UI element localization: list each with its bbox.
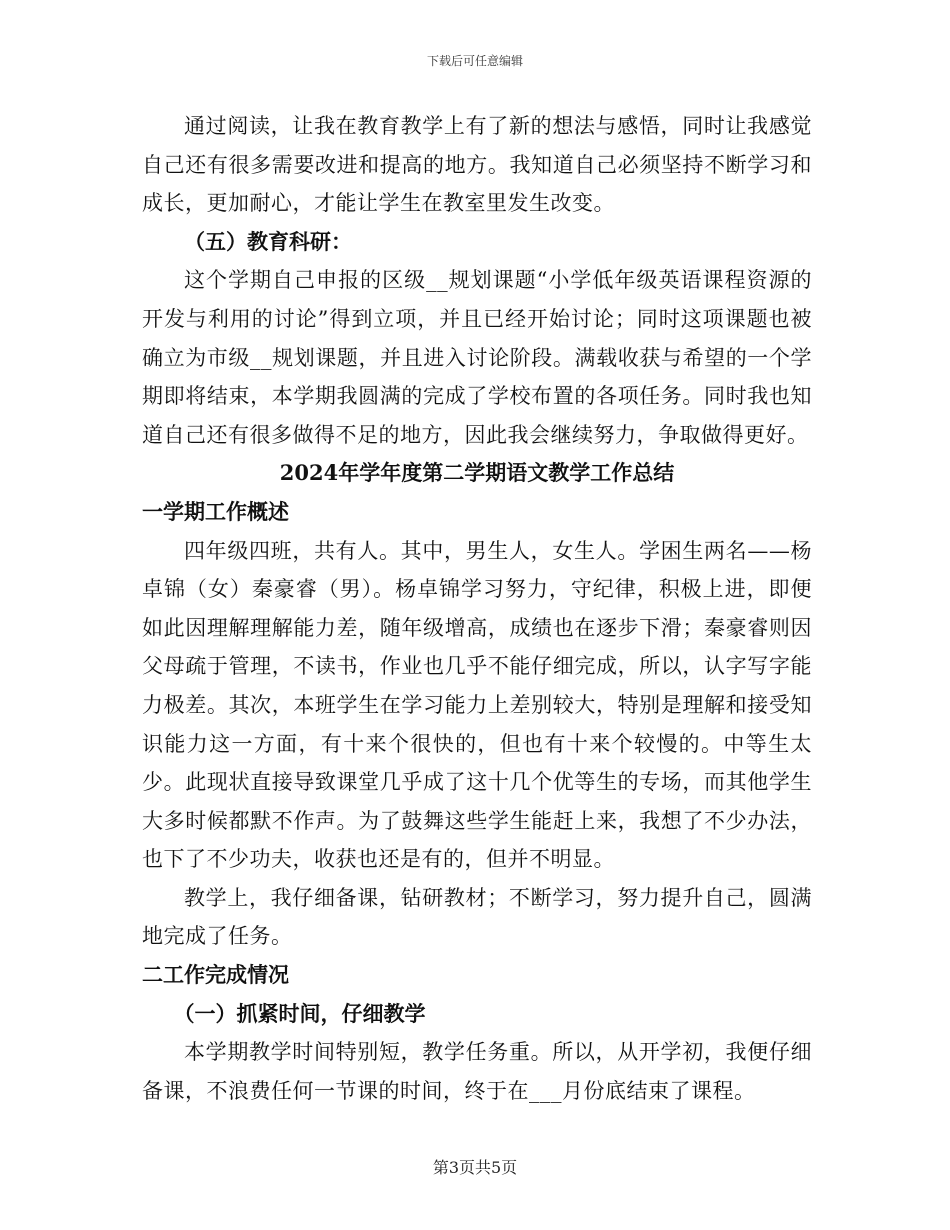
document-title: 2024年学年度第二学期语文教学工作总结	[279, 460, 675, 486]
section-heading-overview: 一学期工作概述	[142, 498, 289, 524]
paragraph-research: 这个学期自己申报的区级__规划课题“小学低年级英语课程资源的开发与利用的讨论”得到立项，并且已经开始讨论；同时这项课题也被确立为市级__规划课题，并且进入讨论阶段。满载收获与希望的一个学期即将结束，本学期我圆满的完成了学校布置的各项任务。同时我也知道自己还有很多做得不足的地方，因此我会继续努力，争取做得更好。	[142, 268, 812, 447]
page-number: 第3页共5页	[432, 1158, 518, 1177]
header-note: 下载后可任意编辑	[426, 54, 523, 68]
paragraph-teaching: 教学上，我仔细备课，钻研教材；不断学习，努力提升自己，圆满地完成了任务。	[142, 885, 812, 949]
paragraph-class-overview: 四年级四班，共有人。其中，男生人，女生人。学困生两名——杨卓锦（女）秦豪睿（男）。杨卓锦学习努力，守纪律，积极上进，即便如此因理解理解能力差，随年级增高，成绩也在逐步下滑；秦豪睿则因父母疏于管理，不读书，作业也几乎不能仔细完成，所以，认字写字能力极差。其次，本班学生在学习能力上差别较大，特别是理解和接受知识能力这一方面，有十来个很快的，但也有十来个较慢的。中等生太少。此现状直接导致课堂几乎成了这十几个优等生的专场，而其他学生大多时候都默不作声。为了鼓舞这些学生能赶上来，我想了不少办法，也下了不少功夫，收获也还是有的，但并不明显。	[142, 538, 812, 872]
paragraph-schedule: 本学期教学时间特别短，教学任务重。所以，从开学初，我便仔细备课，不浪费任何一节课的时间，终于在___月份底结束了课程。	[142, 1040, 812, 1103]
document-body	[142, 107, 812, 1110]
paragraph-reading-reflection: 通过阅读，让我在教育教学上有了新的想法与感悟，同时让我感觉自己还有很多需要改进和提高的地方。我知道自己必须坚持不断学习和成长，更加耐心，才能让学生在教室里发生改变。	[142, 114, 812, 216]
section-heading-research: （五）教育科研：	[184, 228, 352, 254]
subsection-heading-time: （一）抓紧时间，仔细教学	[173, 1000, 426, 1026]
section-heading-completion: 二工作完成情况	[142, 962, 289, 988]
